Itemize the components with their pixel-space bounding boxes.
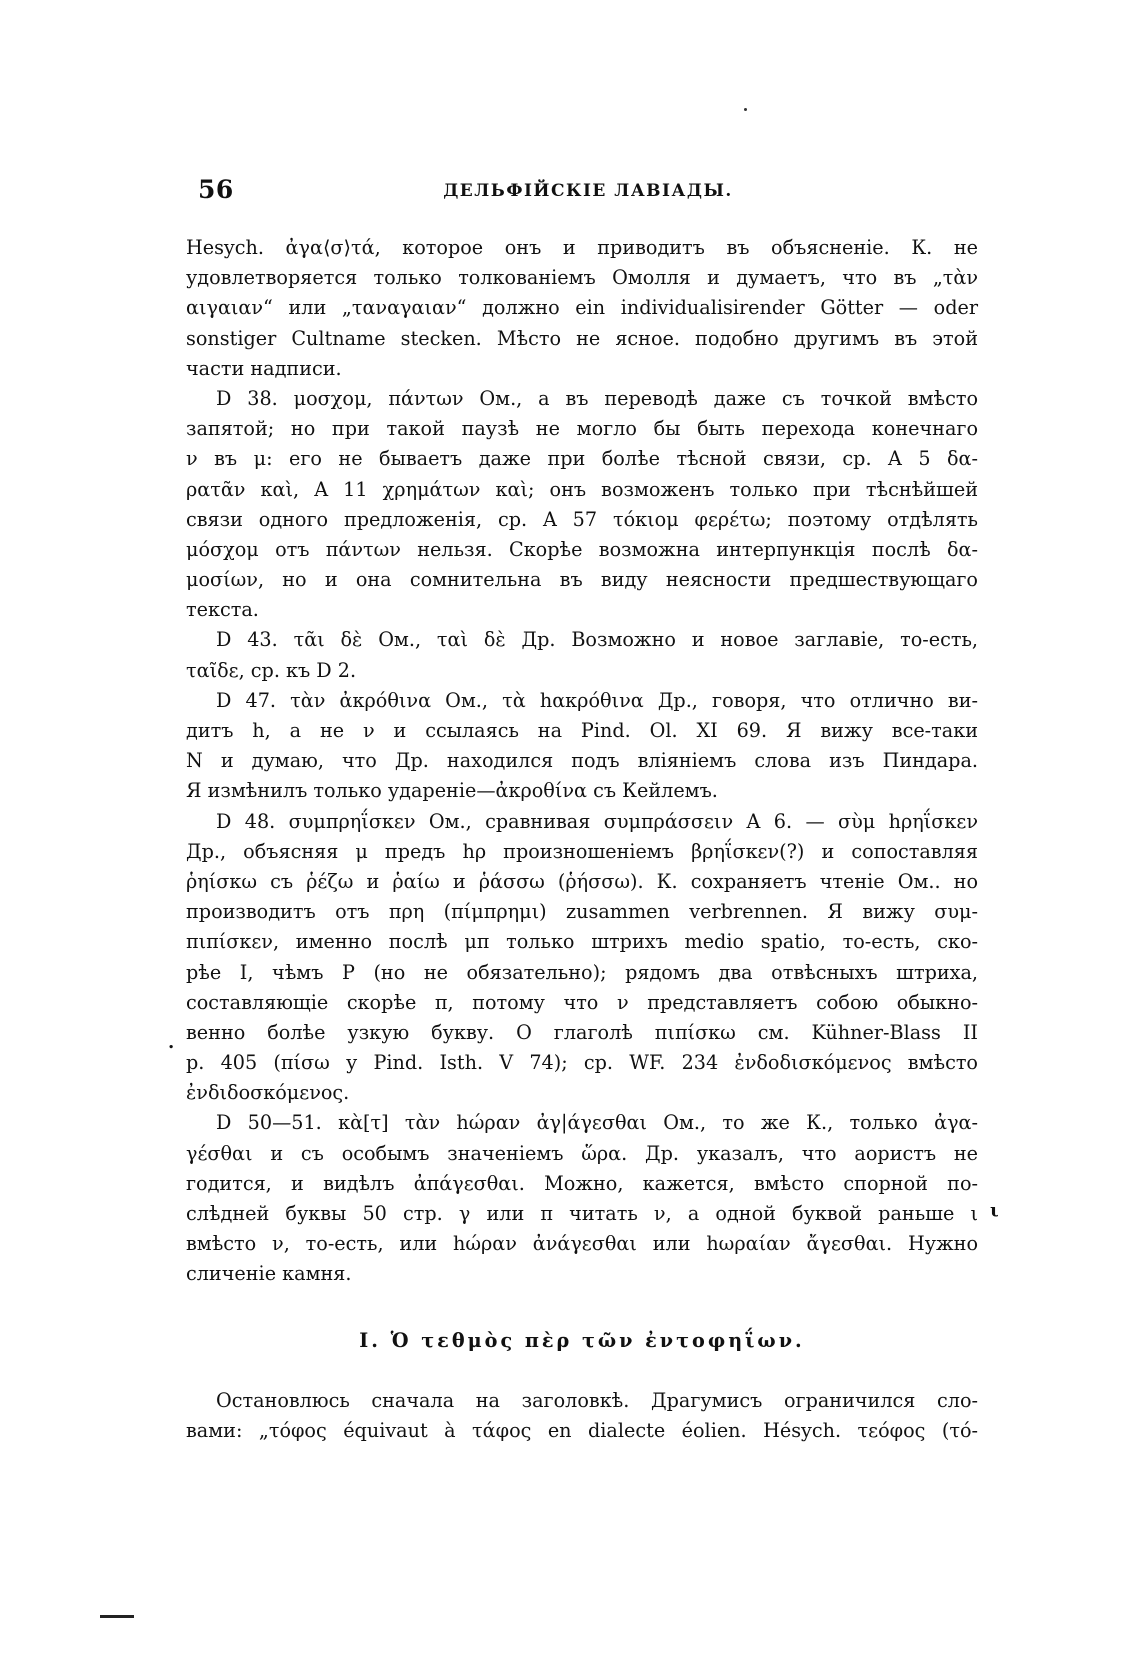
text-line: связи одного предложенія, ср. A 57 τόκιομ φερέτω; поэтому отдѣлять [186, 507, 978, 531]
text-line: запятой; но при такой паузѣ не могло бы быть перехода конечнаго [186, 417, 978, 441]
text-line: Hesych. ἀγα⟨σ⟩τά, которое онъ и приводитъ въ объясненіе. К. не [186, 236, 978, 259]
text-line: рѣе I, чѣмъ P (но не обязательно); рядомъ два отвѣсныхъ штриха, [186, 960, 978, 984]
text-line: ν въ μ: его не бываетъ даже при болѣе тѣсной связи, ср. A 5 δα- [186, 447, 978, 471]
page-header [198, 175, 978, 211]
text-line: μοσίων, но и она сомнительна въ виду неясности предшествующаго [186, 568, 978, 592]
text-line: ἐνδιδοσκόμενος. [186, 1081, 350, 1105]
footer-rule [100, 1615, 134, 1618]
text-line: D 47. τὰν ἀκρόθινα Ом., τὰ hακρόθινα Др., говоря, что отлично ви- [216, 688, 978, 712]
text-line: πιπίσκεν, именно послѣ μπ только штрихъ medio spatio, то-есть, ско- [186, 930, 978, 954]
text-line: вами: „τόφος équivaut à τάφος en dialecte éolien. Hésych. τεόφος (τό- [186, 1418, 978, 1442]
text-line: ρατᾶν καὶ, A 11 χρημάτων καὶ; онъ возможенъ только при тѣснѣйшей [186, 477, 978, 501]
text-line: D 50—51. κὰ[τ] τὰν hώραν ἀγ|άγεσθαι Ом., то же К., только ἀγα- [216, 1111, 978, 1135]
text-line: N и думаю, что Др. находился подъ вліяніемъ слова изъ Пиндара. [186, 749, 978, 773]
text-line: αιγαιαν“ или „ταναγαιαν“ должно ein individualisirender Götter — oder [186, 296, 978, 320]
text-line: γέσθαι и съ особымъ значеніемъ ὥρα. Др. указалъ, что аористъ не [186, 1141, 978, 1165]
text-line: Я измѣнилъ только удареніе—ἀκροθίνα съ Кейлемъ. [186, 779, 718, 803]
text-line: составляющіе скорѣе π, потому что ν представляетъ собою обыкно- [186, 990, 978, 1014]
text-line: D 43. τᾶι δὲ Ом., ταὶ δὲ Др. Возможно и новое заглавіе, то-есть, [216, 628, 978, 652]
text-line: венно болѣе узкую букву. О глаголѣ πιπίσκω см. Kühner-Blass II [186, 1020, 978, 1044]
text-line: μόσχομ отъ πάντων нельзя. Скорѣе возможна интерпункція послѣ δα- [186, 537, 978, 561]
text-line: D 48. συμπρηΐσκεν Ом., сравнивая συμπράσσειν A 6. — σὺμ hρηΐσκεν [216, 809, 978, 833]
text-line: D 38. μοσχομ, πάντων Ом., а въ переводѣ даже съ точкой вмѣсто [216, 386, 978, 410]
text-line: вмѣсто ν, то-есть, или hώραν ἀνάγεσθαι или hωραίαν ἄγεσθαι. Нужно [186, 1232, 978, 1256]
text-line: текста. [186, 598, 259, 622]
text-line: слѣдней буквы 50 стр. γ или π читать ν, а одной буквой раньше ι [186, 1202, 978, 1225]
scan-speck [744, 108, 747, 111]
text-line: ῥηίσκω съ ῥέζω и ῥαίω и ῥάσσω (ῥήσσω). К. сохраняетъ чтеніе Ом.. но [186, 869, 978, 893]
margin-tick: ι [990, 1200, 999, 1221]
page-number: 56 [198, 175, 234, 204]
text-line: сличеніе камня. [186, 1262, 352, 1286]
section-heading: I. Ὁ τεθμὸς πὲρ τῶν ἐντοφηΐων. [359, 1328, 805, 1352]
section-spacer [186, 1360, 978, 1386]
text-line: производитъ отъ πρη (πίμπρημι) zusammen verbrennen. Я вижу συμ- [186, 900, 978, 924]
text-line: удовлетворяется только толкованіемъ Омолля и думаетъ, что въ „τὰν [186, 266, 978, 290]
section-spacer [186, 1290, 978, 1326]
text-line: дитъ h, а не ν и ссылаясь на Pind. Ol. XI 69. Я вижу все-таки [186, 719, 978, 742]
text-line: sonstiger Cultname stecken. Мѣсто не ясное. подобно другимъ въ этой [186, 326, 978, 350]
text-line: годится, и видѣлъ ἀπάγεσθαι. Можно, кажется, вмѣсто спорной по- [186, 1171, 978, 1195]
running-title: ДЕЛЬФІЙСКІЕ ЛАВІАДЫ. [443, 181, 733, 201]
text-line: p. 405 (πίσω у Pind. Isth. V 74); cp. WF. 234 ἐνδοδισκόμενος вмѣсто [186, 1051, 978, 1075]
text-line: Остановлюсь сначала на заголовкѣ. Драгумисъ ограничился сло- [216, 1388, 978, 1412]
text-line: Др., объясняя μ предъ hρ произношеніемъ βρηΐσκεν(?) и сопоставляя [186, 839, 978, 863]
text-line: части надписи. [186, 356, 342, 380]
margin-bullet: . [168, 1032, 175, 1053]
body-text [186, 233, 978, 1446]
text-line: ταῖδε, ср. къ D 2. [186, 658, 357, 682]
